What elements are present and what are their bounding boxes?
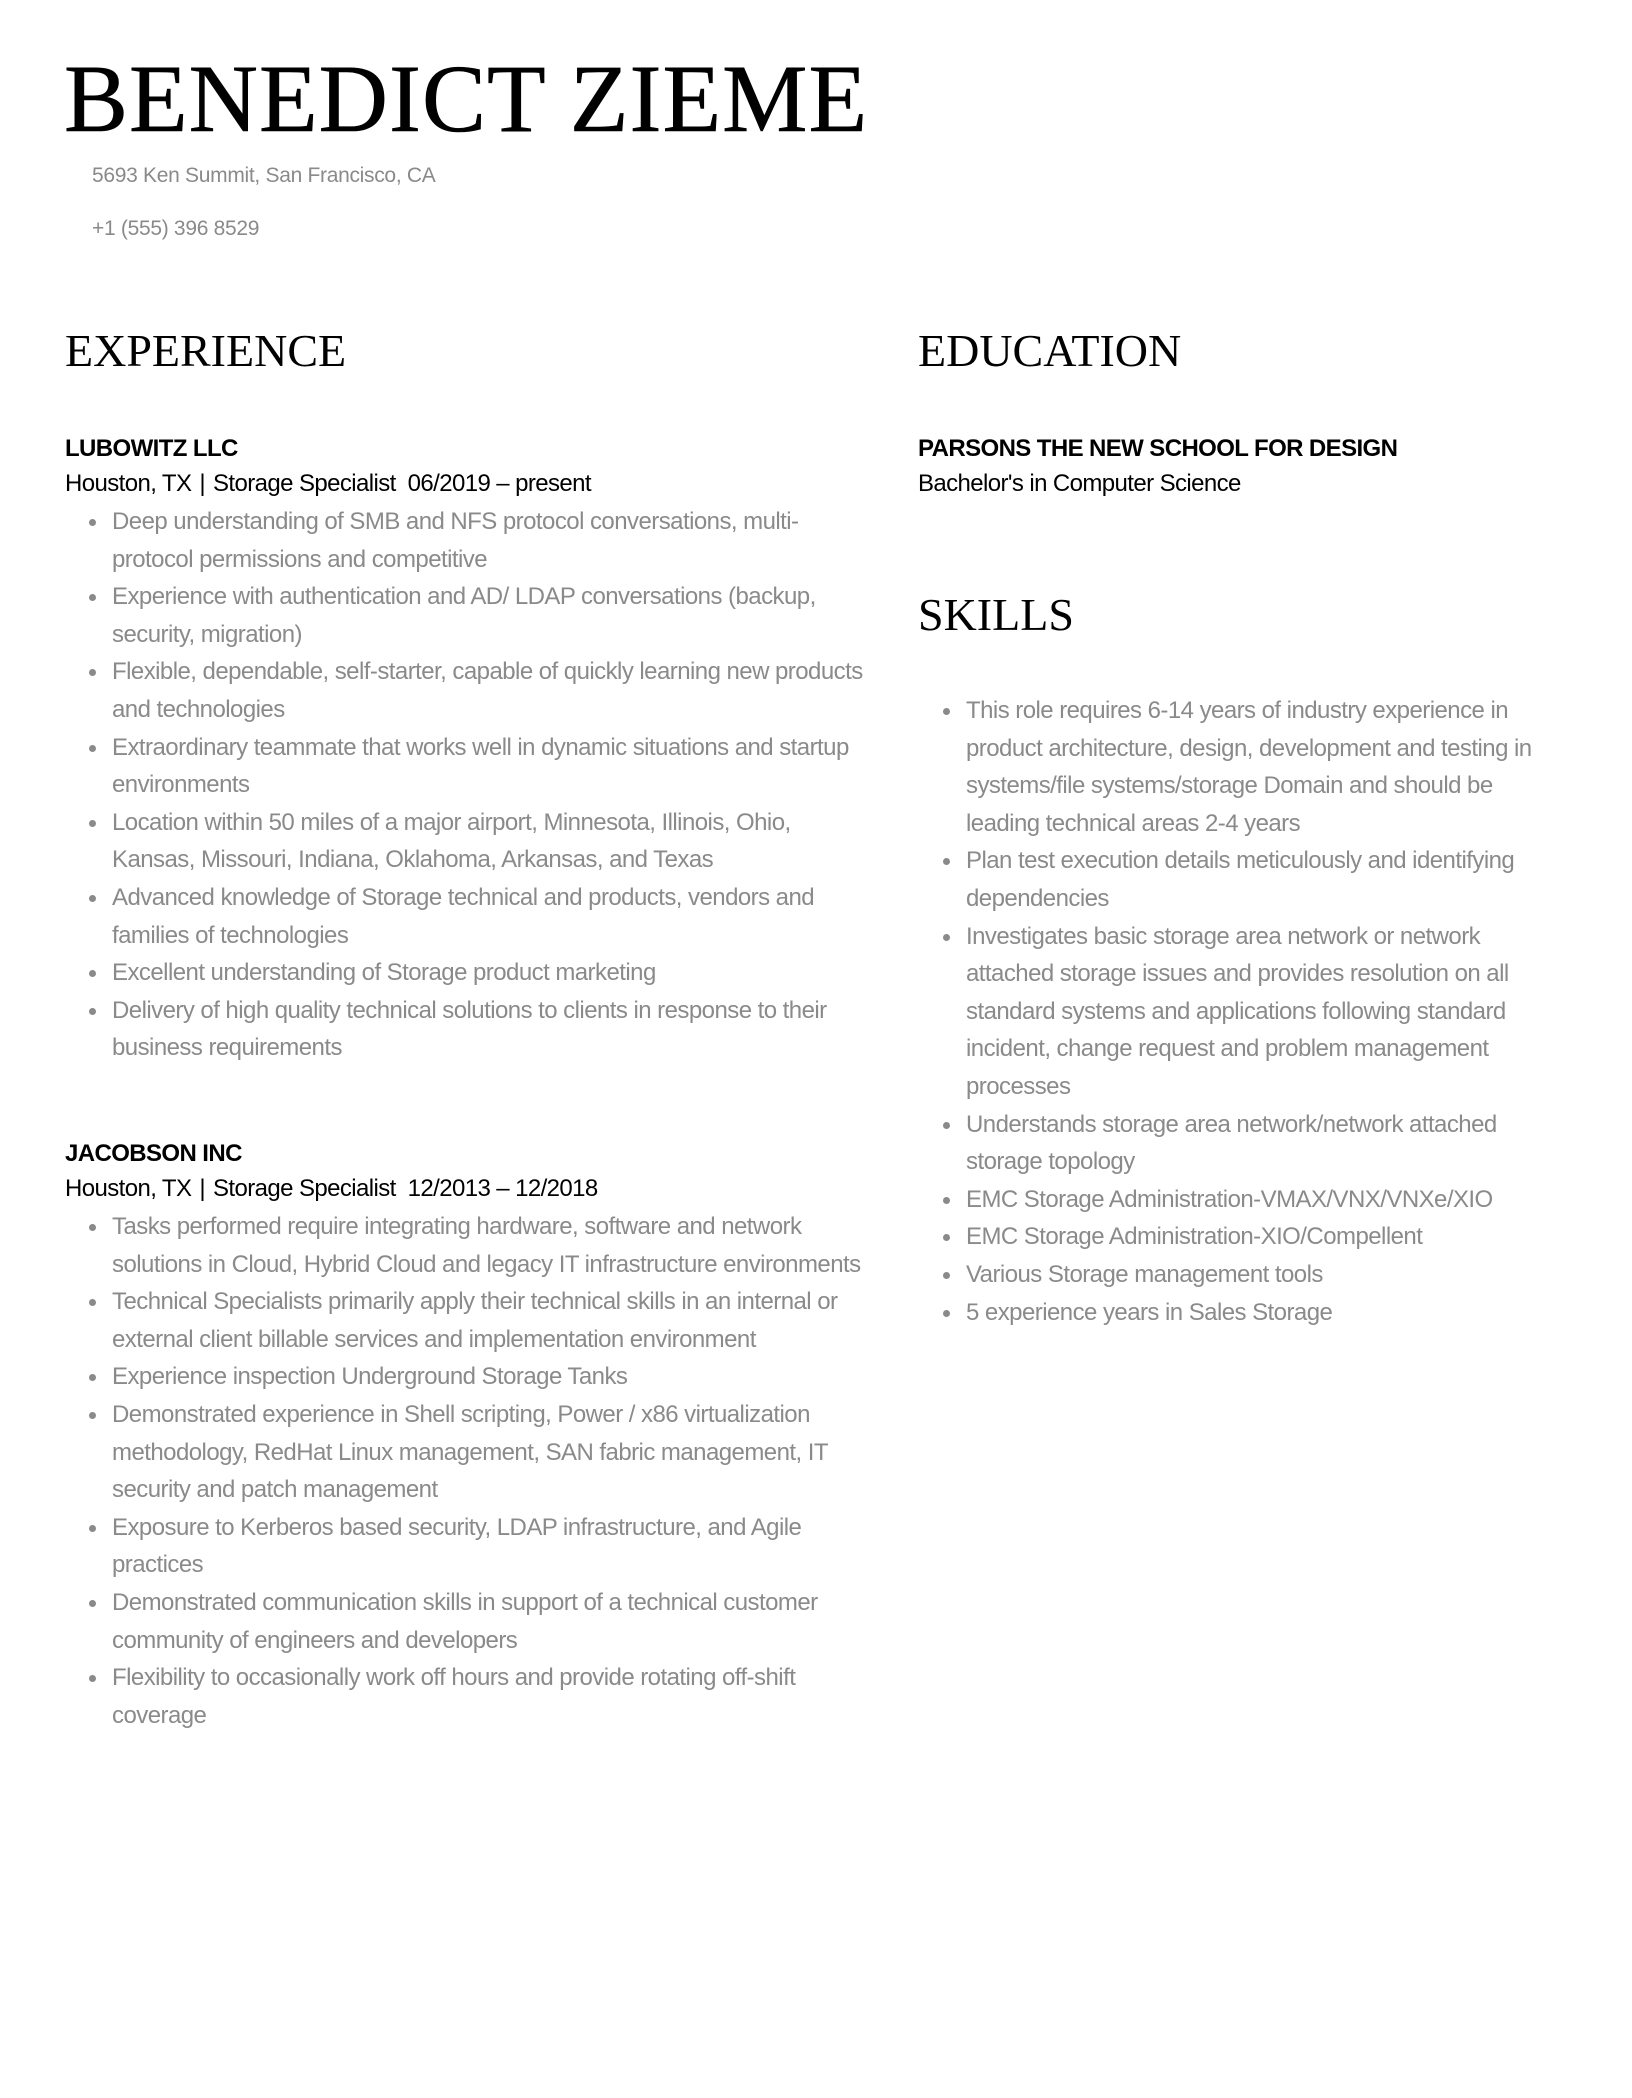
list-item: EMC Storage Administration-VMAX/VNX/VNXe/XIO: [918, 1181, 1568, 1219]
job-details: [65, 1169, 865, 1208]
job-dates: 06/2019 – present: [407, 470, 591, 497]
school-name: PARSONS THE NEW SCHOOL FOR DESIGN: [918, 435, 1398, 462]
job-role: Storage Specialist: [213, 470, 396, 497]
job-role: Storage Specialist: [213, 1175, 396, 1202]
skills-heading: SKILLS: [918, 589, 1074, 640]
job-location: Houston, TX: [65, 1175, 192, 1202]
separator: |: [199, 470, 206, 497]
company-name: JACOBSON INC: [65, 1140, 242, 1167]
separator: |: [199, 1175, 206, 1202]
list-item: Demonstrated experience in Shell scripting, Power / x86 virtualization methodology, RedHat Linux management, SAN fabric management, IT security and patch management: [65, 1396, 865, 1509]
job-dates: 12/2013 – 12/2018: [407, 1175, 598, 1202]
list-item: 5 experience years in Sales Storage: [918, 1294, 1568, 1332]
list-item: Flexibility to occasionally work off hours and provide rotating off-shift coverage: [65, 1659, 865, 1734]
job-entry: [65, 1139, 865, 1734]
list-item: Plan test execution details meticulously and identifying dependencies: [918, 842, 1568, 917]
list-item: Location within 50 miles of a major airport, Minnesota, Illinois, Ohio, Kansas, Missouri, Indiana, Oklahoma, Arkansas, and Texas: [65, 804, 865, 879]
list-item: Delivery of high quality technical solutions to clients in response to their business requirements: [65, 992, 865, 1067]
list-item: EMC Storage Administration-XIO/Compellent: [918, 1218, 1568, 1256]
list-item: Understands storage area network/network attached storage topology: [918, 1106, 1568, 1181]
list-item: Extraordinary teammate that works well in dynamic situations and startup environments: [65, 729, 865, 804]
list-item: Various Storage management tools: [918, 1256, 1568, 1294]
list-item: This role requires 6-14 years of industry experience in product architecture, design, development and testing in systems/file systems/storage Domain and should be leading technical areas 2-4 years: [918, 692, 1568, 842]
degree: Bachelor's in Computer Science: [918, 470, 1241, 497]
list-item: Tasks performed require integrating hardware, software and network solutions in Cloud, Hybrid Cloud and legacy IT infrastructure environments: [65, 1208, 865, 1283]
company-name: LUBOWITZ LLC: [65, 435, 238, 462]
address: 5693 Ken Summit, San Francisco, CA: [92, 164, 436, 187]
list-item: Excellent understanding of Storage product marketing: [65, 954, 865, 992]
list-item: Demonstrated communication skills in support of a technical customer community of engineers and developers: [65, 1584, 865, 1659]
job-entry: [65, 434, 865, 1067]
list-item: Experience with authentication and AD/ LDAP conversations (backup, security, migration): [65, 578, 865, 653]
list-item: Exposure to Kerberos based security, LDAP infrastructure, and Agile practices: [65, 1509, 865, 1584]
job-details: [65, 464, 865, 503]
list-item: Technical Specialists primarily apply their technical skills in an internal or external client billable services and implementation environment: [65, 1283, 865, 1358]
list-item: Experience inspection Underground Storage Tanks: [65, 1358, 865, 1396]
skills-entry: [918, 692, 1568, 1331]
list-item: Flexible, dependable, self-starter, capable of quickly learning new products and technologies: [65, 653, 865, 728]
list-item: Investigates basic storage area network or network attached storage issues and provides resolution on all standard systems and applications following standard incident, change request and problem management processes: [918, 918, 1568, 1106]
job-bullets: [65, 503, 865, 1067]
list-item: Advanced knowledge of Storage technical and products, vendors and families of technologies: [65, 879, 865, 954]
education-heading: EDUCATION: [918, 325, 1182, 376]
job-location: Houston, TX: [65, 470, 192, 497]
experience-heading: EXPERIENCE: [65, 325, 347, 376]
list-item: Deep understanding of SMB and NFS protocol conversations, multi-protocol permissions and competitive: [65, 503, 865, 578]
job-bullets: [65, 1208, 865, 1734]
skills-list: [918, 692, 1568, 1331]
education-entry: [918, 434, 1568, 503]
candidate-name: BENEDICT ZIEME: [64, 45, 869, 152]
phone-number: +1 (555) 396 8529: [92, 217, 260, 240]
